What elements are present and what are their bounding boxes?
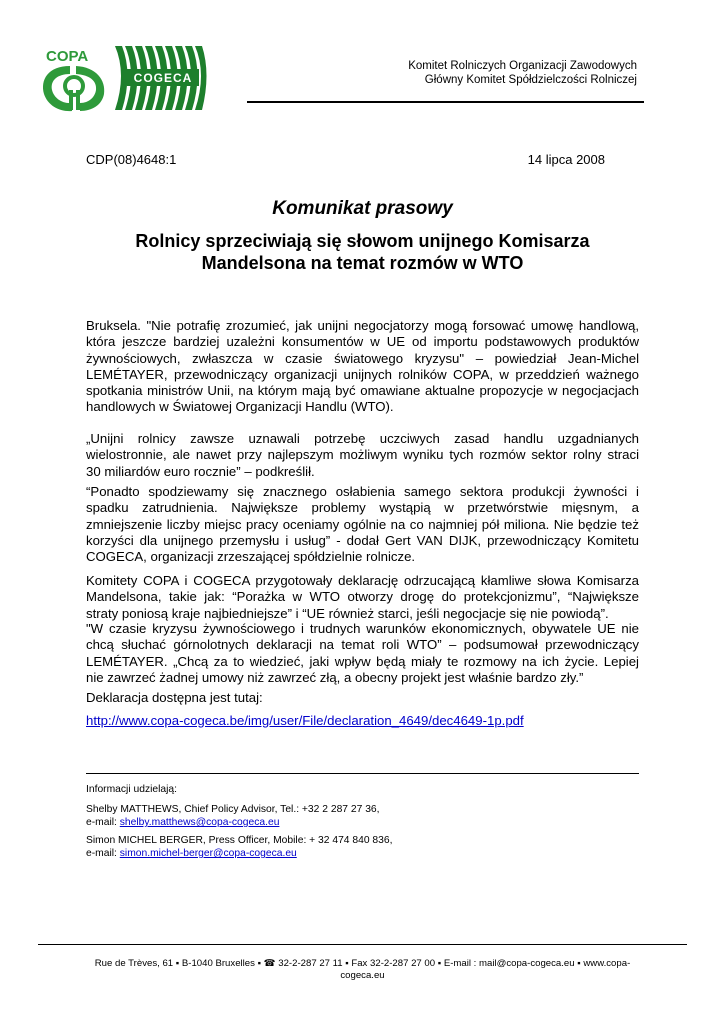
- paragraph-line: która jeszcze bardziej uzależni konsumentów w UE od importu podstawowych produktów: [86, 334, 639, 350]
- declaration-intro: Deklaracja dostępna jest tutaj:: [86, 690, 263, 705]
- paragraph-line: Bruksela. "Nie potrafię zrozumieć, jak unijni negocjatorzy mogą forsować umowę handlową,: [86, 318, 639, 333]
- org-name-copa: Komitet Rolniczych Organizacji Zawodowych: [408, 60, 637, 72]
- header-divider: [247, 101, 644, 103]
- contact-details: Simon MICHEL BERGER, Press Officer, Mobile: + 32 474 840 836,: [86, 835, 393, 846]
- paragraph-line: spadku zatrudnienia. Największe problemy wystąpią w przetwórstwie mięsnym, a: [86, 500, 639, 516]
- footer-line-2: cogeca.eu: [340, 970, 385, 981]
- paragraph-line: 30 miliardów euro rocznie” – podkreślił.: [86, 463, 315, 479]
- paragraph-line: korzyści dla unijnego przemysłu i usług” - dodał Gert VAN DIJK, przewodniczący Komitetu: [86, 532, 639, 548]
- paragraph-line: „Unijni rolnicy zawsze uznawali potrzebę uczciwych zasad handlu uzgadnianych: [86, 431, 639, 446]
- document-reference: CDP(08)4648:1: [86, 152, 177, 167]
- paragraph-line: LEMÉTAYER, przewodniczący organizacji unijnych rolników COPA, w przeddzień ważnego: [86, 366, 639, 382]
- footer-line-1: Rue de Trèves, 61 ▪ B-1040 Bruxelles ▪ ☎ 32-2-287 27 11 ▪ Fax 32-2-287 27 00 ▪ E-mail : mail@copa-cogeca.eu ▪ www.copa-: [94, 958, 631, 969]
- footer-address: [38, 958, 687, 982]
- declaration-link-row: [86, 713, 639, 729]
- email-label: e-mail:: [86, 848, 120, 859]
- paragraph-line: "W czasie kryzysu żywnościowego i trudnych warunków ekonomicznych, obywatele UE nie: [86, 621, 639, 636]
- contact-details: Shelby MATTHEWS, Chief Policy Advisor, Tel.: +32 2 287 27 36,: [86, 804, 380, 815]
- org-name-cogeca: Główny Komitet Spółdzielczości Rolniczej: [424, 74, 637, 86]
- email-label: e-mail:: [86, 817, 120, 828]
- paragraph-line: “Ponadto spodziewamy się znacznego osłabienia samego sektora produkcji żywności i: [86, 484, 639, 499]
- paragraph-line: chcą słuchać górnolotnych deklaracji na temat roli WTO” – podsumował przewodniczący: [86, 637, 639, 653]
- contacts-divider: [86, 773, 639, 774]
- paragraph-line: żywnościowych, zwłaszcza w czasie światowego kryzysu" – powiedział Jean-Michel: [86, 350, 639, 366]
- contact-michel-berger: [86, 834, 392, 860]
- copa-logo: [38, 44, 108, 112]
- contact-email-link[interactable]: simon.michel-berger@copa-cogeca.eu: [119, 848, 297, 859]
- copa-logo-text: COPA: [46, 48, 89, 65]
- paragraph-line: LEMÉTAYER. „Chcą za to wiedzieć, jaki wpływ będą miały te rozmowy na ich życie. Lepiej: [86, 653, 639, 669]
- declaration-link[interactable]: http://www.copa-cogeca.be/img/user/File/declaration_4649/dec4649-1p.pdf: [86, 713, 524, 728]
- paragraph-4: [86, 573, 639, 622]
- cogeca-logo-text: COGECA: [133, 71, 193, 85]
- paragraph-line: straty poniosą kraje najbiedniejsze” i “UE również starci, jeśli negocjacje się nie powiodą”.: [86, 605, 609, 621]
- paragraph-2: [86, 431, 639, 480]
- headline-line-1: Rolnicy sprzeciwiają się słowom unijnego Komisarza: [135, 231, 590, 251]
- paragraph-line: spotkania ministrów Unii, na którym mają być omawiane aktualne propozycje w negocjacjach: [86, 383, 639, 399]
- paragraph-line: wielostronnie, ale nawet przy najlepszym możliwym wyniku tych rozmów sektor rolny straci: [86, 447, 639, 463]
- press-release-label: Komunikat prasowy: [272, 198, 453, 219]
- paragraph-line: Komitety COPA i COGECA przygotowały deklarację odrzucającą kłamliwe słowa Komisarza: [86, 573, 639, 588]
- paragraph-line: handlowych w Światowej Organizacji Handlu (WTO).: [86, 399, 394, 415]
- contact-email-row: [86, 816, 380, 829]
- paragraph-5: [86, 621, 639, 686]
- contact-email-row: [86, 847, 392, 860]
- contact-email-link[interactable]: shelby.matthews@copa-cogeca.eu: [119, 817, 280, 828]
- footer-divider: [38, 944, 687, 945]
- paragraph-1: [86, 318, 639, 416]
- document-date: 14 lipca 2008: [527, 152, 605, 167]
- contacts-label: Informacji udzielają:: [86, 784, 177, 795]
- paragraph-3: [86, 484, 639, 565]
- contact-matthews: [86, 803, 380, 829]
- headline-line-2: Mandelsona na temat rozmów w WTO: [201, 253, 524, 273]
- paragraph-line: zmniejszenie liczby miejsc pracy oceniamy ogólnie na co najmniej pół miliona. Nie będzie też: [86, 516, 639, 532]
- paragraph-line: nie zawrzeć żadnej umowy niż zawrzeć złą, a obecny projekt jest właśnie bardzo zły.”: [86, 669, 584, 685]
- paragraph-line: COGECA, organizacji zrzeszającej spółdzielnie rolnicze.: [86, 549, 416, 565]
- cogeca-logo: [113, 44, 211, 112]
- paragraph-line: Mandelsona, takie jak: “Porażka w WTO otworzy drogę do protekcjonizmu”, “Największe: [86, 589, 639, 605]
